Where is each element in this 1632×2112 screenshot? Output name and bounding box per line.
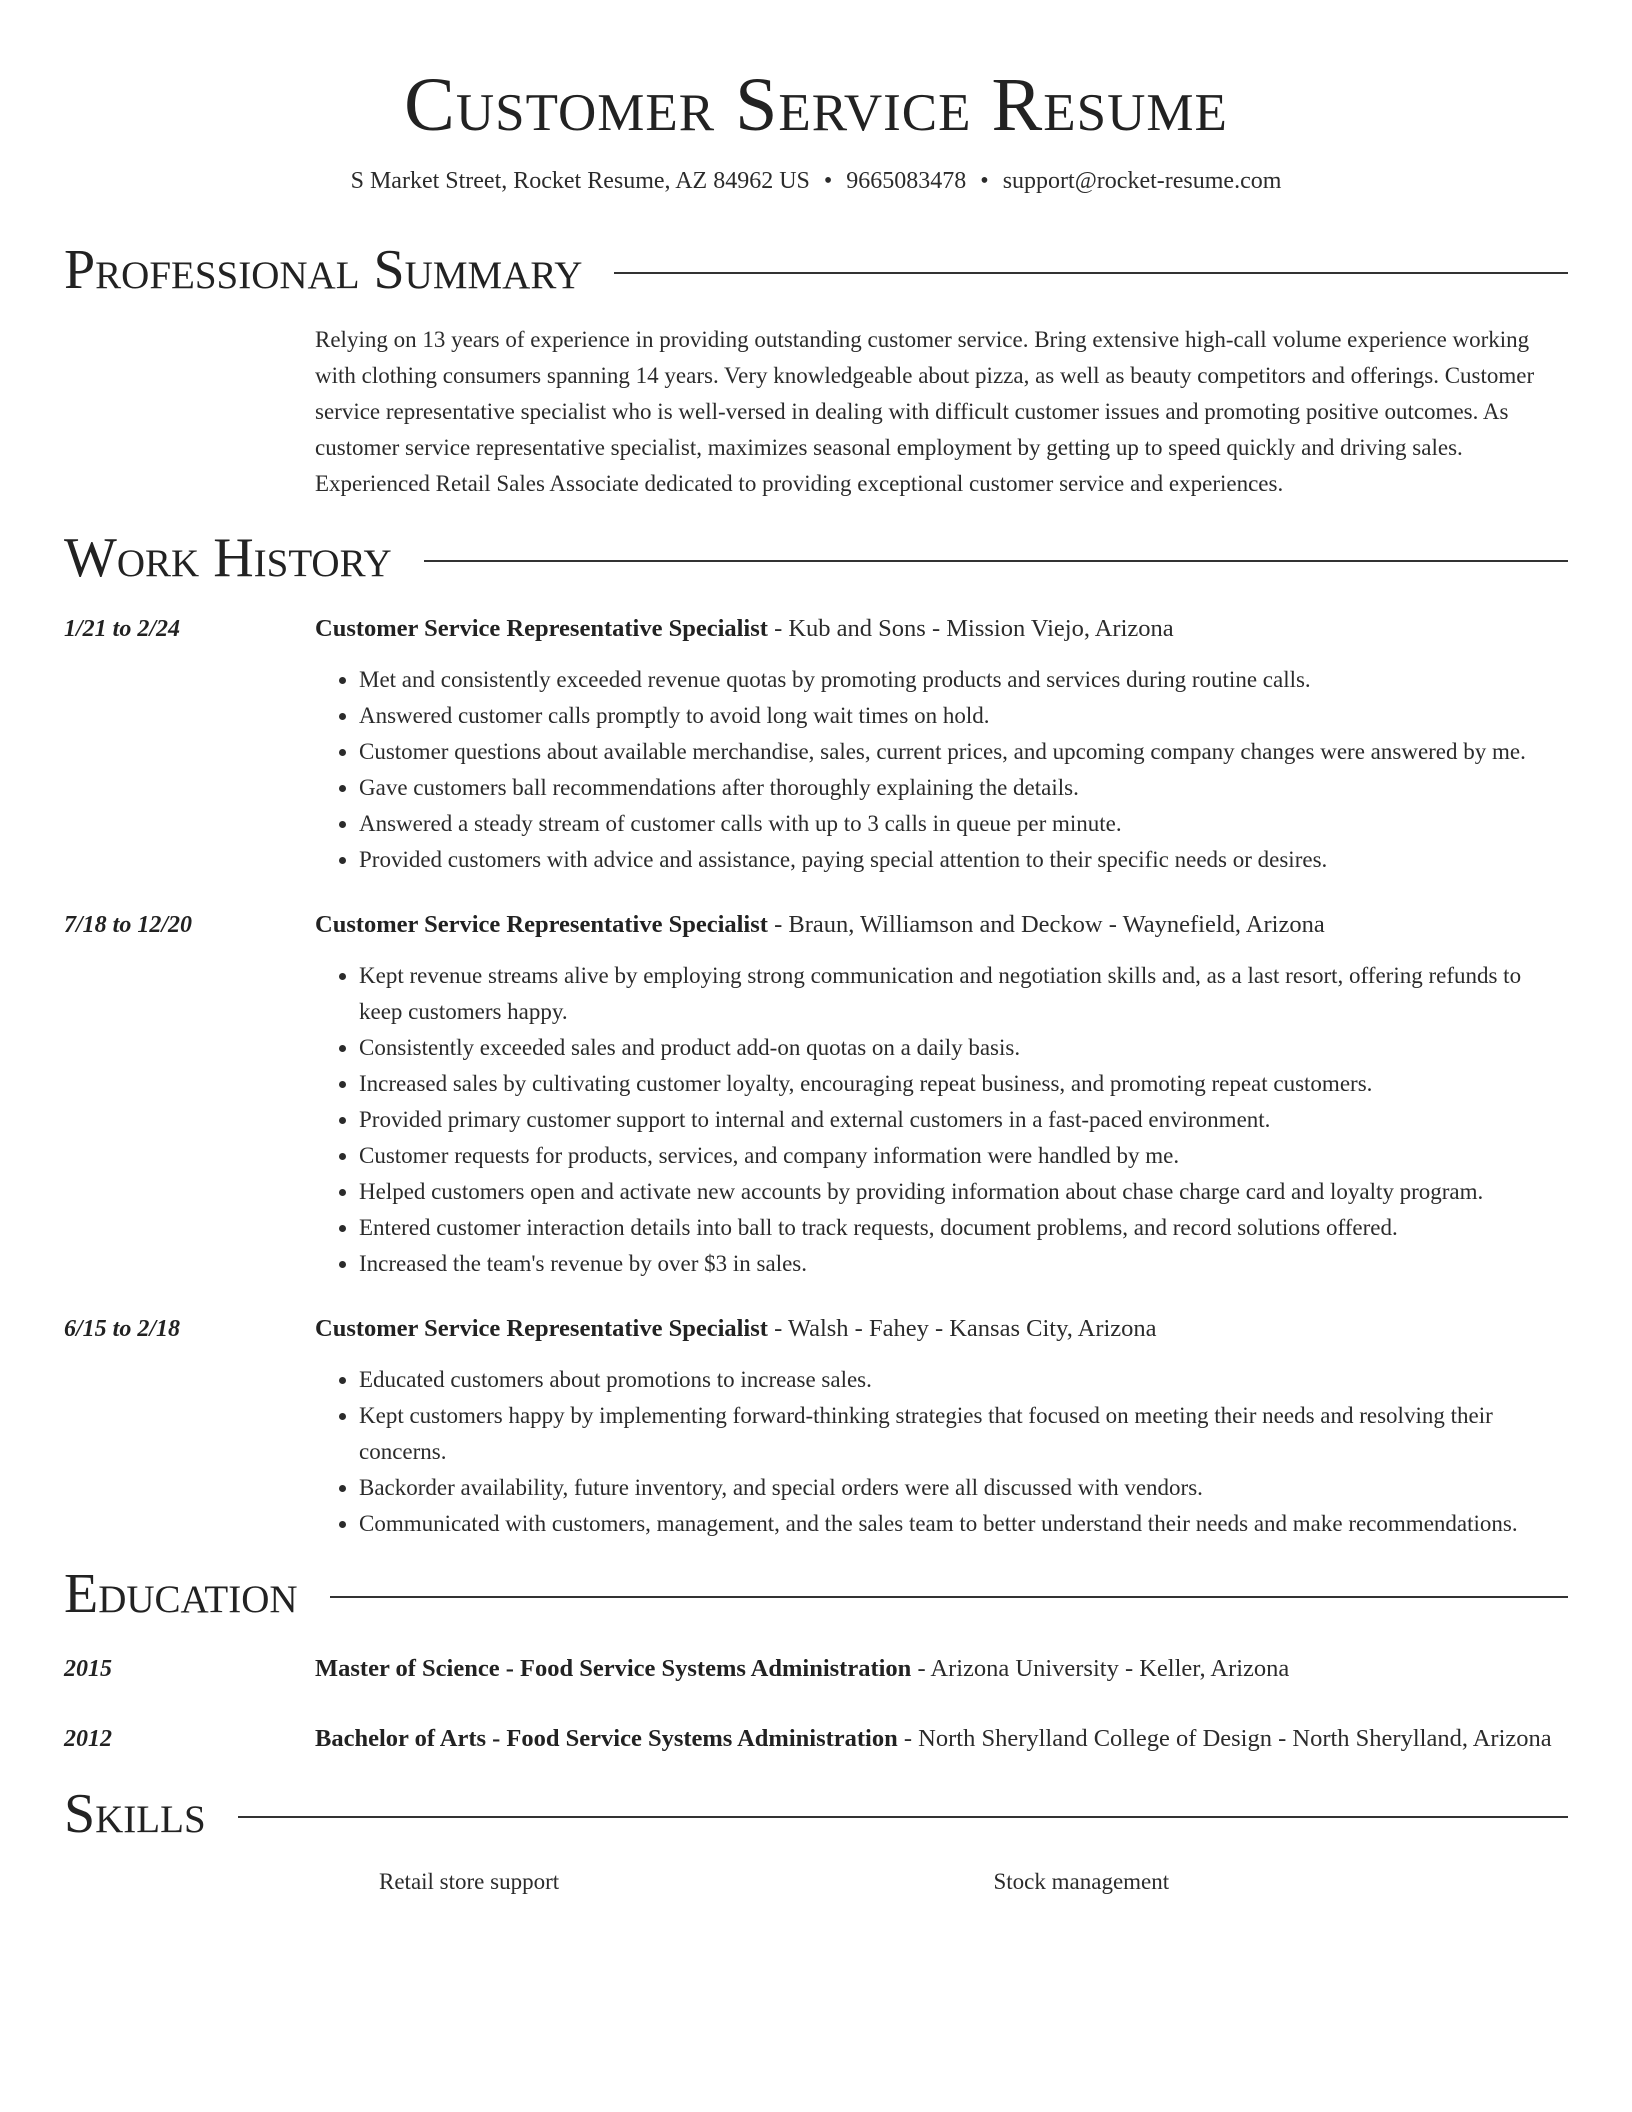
job-bullet: • Kept revenue streams alive by employing strong communication and negotiation skills and, as a last resort, offering refunds to keep customers happy. <box>359 958 1568 1030</box>
job-bullet: • Entered customer interaction details into ball to track requests, document problems, and record solutions offered. <box>359 1210 1568 1246</box>
job-entry <box>64 610 1568 878</box>
contact-phone: 9665083478 <box>846 168 967 194</box>
job-bullet: • Kept customers happy by implementing forward-thinking strategies that focused on meeting their needs and resolving their concerns. <box>359 1398 1568 1470</box>
section-title: Skills <box>64 1783 206 1845</box>
job-details: - Kub and Sons - Mission Viejo, Arizona <box>767 615 1174 642</box>
skill-item: Retail store support <box>379 1869 560 1894</box>
job-bullets <box>315 1362 1568 1542</box>
job-bullet: • Customer questions about available merchandise, sales, current prices, and upcoming company changes were answered by me. <box>359 734 1568 770</box>
job-title: Customer Service Representative Specialist <box>315 911 768 938</box>
section-header-work-history <box>64 528 1568 588</box>
job-title: Customer Service Representative Specialist <box>315 615 768 642</box>
education-details: - Arizona University - Keller, Arizona <box>911 1655 1290 1682</box>
job-details: - Walsh - Fahey - Kansas City, Arizona <box>767 1315 1157 1342</box>
job-bullet: • Communicated with customers, management, and the sales team to better understand their needs and make recommendations. <box>359 1506 1568 1542</box>
job-bullet: • Provided primary customer support to internal and external customers in a fast-paced environment. <box>359 1102 1568 1138</box>
job-bullets <box>315 662 1568 878</box>
education-year: 2012 <box>64 1726 112 1752</box>
section-divider <box>614 272 1568 274</box>
education-entry <box>64 1720 1568 1758</box>
job-bullet: • Increased sales by cultivating customer loyalty, encouraging repeat business, and promoting repeat customers. <box>359 1066 1568 1102</box>
job-details: - Braun, Williamson and Deckow - Waynefield, Arizona <box>767 911 1325 938</box>
summary-text: Relying on 13 years of experience in providing outstanding customer service. Bring extensive high-call volume experience working with clothing consumers spanning 14 years. Very knowledgeable about pizza, as well as beauty competitors and offerings. Customer service representative specialist who is well-versed in dealing with difficult customer issues and promoting positive outcomes. As customer service representative specialist, maximizes seasonal employment by getting up to speed quickly and driving sales. Experienced Retail Sales Associate dedicated to providing exceptional customer service and experiences. <box>315 327 1535 496</box>
section-title: Education <box>64 1563 298 1625</box>
work-history-list <box>64 610 1568 1542</box>
job-dates: 7/18 to 12/20 <box>64 912 193 938</box>
job-bullet: • Met and consistently exceeded revenue quotas by promoting products and services during routine calls. <box>359 662 1568 698</box>
section-header-skills <box>64 1784 1568 1844</box>
job-bullet: • Gave customers ball recommendations after thoroughly explaining the details. <box>359 770 1568 806</box>
job-bullet: • Backorder availability, future inventory, and special orders were all discussed with vendors. <box>359 1470 1568 1506</box>
job-entry <box>64 906 1568 1282</box>
job-bullet: • Consistently exceeded sales and product add-on quotas on a daily basis. <box>359 1030 1568 1066</box>
job-bullets <box>315 958 1568 1282</box>
job-heading <box>315 610 1568 648</box>
contact-separator: • <box>980 168 989 194</box>
job-title: Customer Service Representative Specialist <box>315 1315 768 1342</box>
job-heading <box>315 906 1568 944</box>
education-heading <box>315 1720 1568 1758</box>
job-bullet: • Provided customers with advice and assistance, paying special attention to their specific needs or desires. <box>359 842 1568 878</box>
resume-title: Customer Service Resume <box>404 63 1228 147</box>
section-title: Professional Summary <box>64 239 583 301</box>
education-heading <box>315 1650 1568 1688</box>
job-bullet: • Customer requests for products, services, and company information were handled by me. <box>359 1138 1568 1174</box>
education-list <box>64 1650 1568 1758</box>
section-divider <box>238 1816 1568 1818</box>
job-entry <box>64 1310 1568 1542</box>
job-dates: 1/21 to 2/24 <box>64 616 181 642</box>
section-header-summary <box>64 240 1568 300</box>
contact-email: support@rocket-resume.com <box>1002 168 1282 194</box>
education-degree: Bachelor of Arts - Food Service Systems Administration <box>315 1725 898 1752</box>
skills-list <box>379 1864 1568 1900</box>
contact-line <box>64 166 1568 196</box>
job-bullet: • Educated customers about promotions to increase sales. <box>359 1362 1568 1398</box>
job-dates: 6/15 to 2/18 <box>64 1316 181 1342</box>
job-bullet: • Answered a steady stream of customer calls with up to 3 calls in queue per minute. <box>359 806 1568 842</box>
job-bullet: • Helped customers open and activate new accounts by providing information about chase charge card and loyalty program. <box>359 1174 1568 1210</box>
job-bullet: • Increased the team's revenue by over $3 in sales. <box>359 1246 1568 1282</box>
education-degree: Master of Science - Food Service Systems Administration <box>315 1655 912 1682</box>
job-bullet: • Answered customer calls promptly to avoid long wait times on hold. <box>359 698 1568 734</box>
contact-address: S Market Street, Rocket Resume, AZ 84962 US <box>350 168 810 194</box>
contact-separator: • <box>823 168 833 194</box>
section-divider <box>330 1596 1568 1598</box>
job-heading <box>315 1310 1568 1348</box>
section-divider <box>424 560 1568 562</box>
education-entry <box>64 1650 1568 1688</box>
skill-item: Stock management <box>993 1869 1170 1894</box>
section-header-education <box>64 1564 1568 1624</box>
education-details: - North Sherylland College of Design - North Sherylland, Arizona <box>897 1725 1552 1752</box>
section-title: Work History <box>64 527 392 589</box>
education-year: 2015 <box>64 1656 112 1682</box>
